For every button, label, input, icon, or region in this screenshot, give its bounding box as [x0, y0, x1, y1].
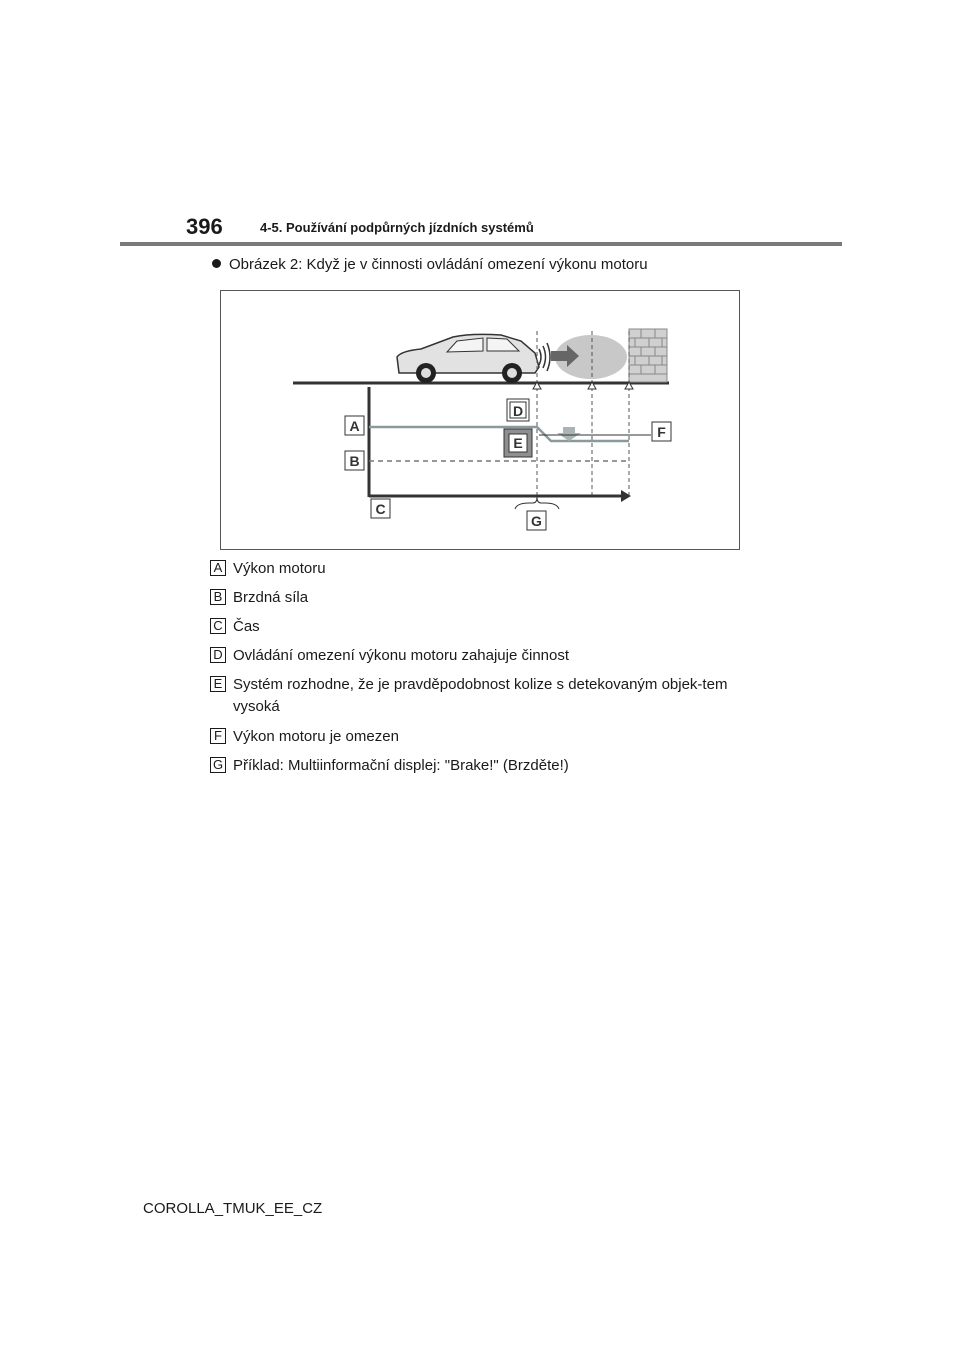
wall-icon — [629, 329, 667, 382]
legend-text: Ovládání omezení výkonu motoru zahajuje činnost — [233, 647, 570, 664]
legend-badge: G — [210, 757, 226, 773]
legend-text: Systém rozhodne, že je pravděpodobnost kolize s detekovaným objek-tem vysoká — [233, 676, 728, 715]
figure-diagram — [220, 290, 740, 550]
engine-output-line — [369, 427, 629, 441]
legend-item — [210, 645, 770, 674]
legend-badge: F — [210, 728, 226, 744]
label-f — [652, 422, 671, 441]
label-g-text: G — [531, 513, 542, 529]
sensor-waves-icon — [539, 343, 550, 371]
label-a-text: A — [349, 418, 360, 434]
label-c — [371, 499, 390, 518]
legend-list — [210, 558, 770, 784]
legend-item — [210, 726, 770, 755]
label-e — [504, 429, 532, 457]
label-b-text: B — [349, 453, 360, 469]
legend-item — [210, 558, 770, 587]
bullet-icon — [212, 259, 221, 268]
legend-item — [210, 616, 770, 645]
legend-badge: A — [210, 560, 226, 576]
reduction-arrow-icon — [557, 427, 581, 441]
legend-text: Výkon motoru — [233, 560, 326, 577]
header-divider — [120, 242, 842, 246]
figure-caption-text: Obrázek 2: Když je v činnosti ovládání omezení výkonu motoru — [229, 256, 648, 273]
label-g — [527, 511, 546, 530]
g-bracket — [515, 497, 559, 509]
footer-doc-code: COROLLA_TMUK_EE_CZ — [143, 1200, 323, 1217]
figure-caption-bullet — [212, 256, 648, 273]
legend-text: Výkon motoru je omezen — [233, 728, 399, 745]
legend-text: Příklad: Multiinformační displej: "Brake!" (Brzděte!) — [233, 757, 569, 774]
section-title: 4-5. Používání podpůrných jízdních systémů — [260, 220, 534, 235]
page-number: 396 — [186, 214, 223, 239]
legend-badge: D — [210, 647, 226, 663]
legend-text: Čas — [233, 618, 260, 635]
x-axis-arrow-icon — [621, 490, 631, 502]
legend-item — [210, 674, 740, 726]
legend-badge: C — [210, 618, 226, 634]
label-d-text: D — [512, 403, 524, 419]
label-d — [507, 399, 529, 421]
label-f-text: F — [657, 424, 666, 440]
legend-badge: E — [210, 676, 226, 692]
legend-text: Brzdná síla — [233, 589, 309, 606]
legend-item — [210, 587, 770, 616]
label-b — [345, 451, 364, 470]
label-a — [345, 416, 364, 435]
legend-badge: B — [210, 589, 226, 605]
car-icon — [397, 334, 539, 383]
label-e-text: E — [513, 435, 523, 451]
diagram-svg — [221, 291, 741, 551]
legend-item — [210, 755, 770, 784]
label-c-text: C — [375, 501, 386, 517]
